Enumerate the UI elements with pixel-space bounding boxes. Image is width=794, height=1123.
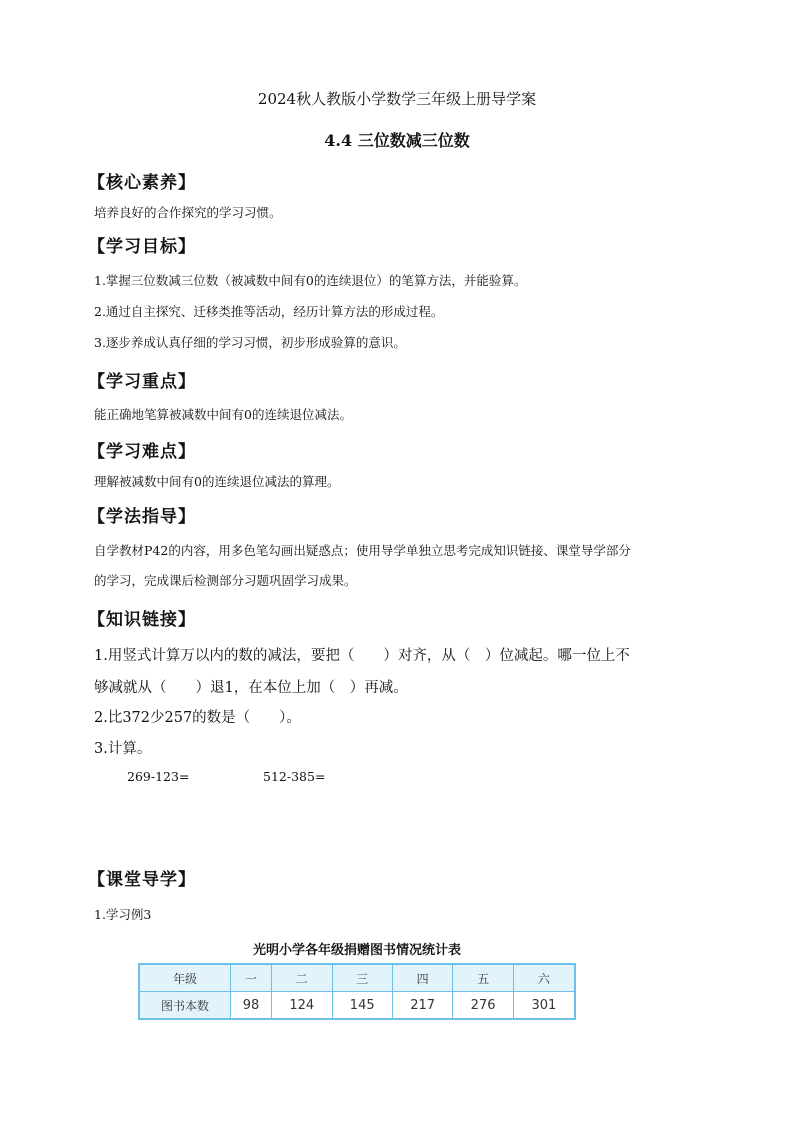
grade-cell: 一 [231, 964, 272, 992]
focus-heading: 【学习重点】 [88, 372, 196, 392]
grade-cell: 六 [513, 964, 575, 992]
method-line-2: 的学习，完成课后检测部分习题巩固学习成果。 [94, 573, 357, 588]
grade-cell: 五 [453, 964, 513, 992]
grade-cell: 二 [272, 964, 332, 992]
table-header-label: 年级 [139, 964, 231, 992]
table-row-label: 图书本数 [139, 992, 231, 1020]
focus-text: 能正确地笔算被减数中间有0的连续退位减法。 [94, 407, 352, 422]
knowledge-line-3: 2.比372少257的数是（ ）。 [94, 710, 301, 726]
grade-cell: 四 [392, 964, 452, 992]
book-count-cell: 98 [231, 992, 272, 1020]
lesson-title: 4.4 三位数减三位数 [324, 131, 470, 150]
table-caption: 光明小学各年级捐赠图书情况统计表 [252, 943, 461, 958]
knowledge-line-1: 1.用竖式计算万以内的数的减法，要把（ ）对齐，从（ ）位减起。哪一位上不 [94, 648, 630, 664]
goals-heading: 【学习目标】 [88, 237, 196, 257]
book-count-cell: 276 [453, 992, 513, 1020]
core-text: 培养良好的合作探究的学习习惯。 [94, 205, 282, 220]
book-count-cell: 124 [272, 992, 332, 1020]
method-line-1: 自学教材P42的内容，用多色笔勾画出疑惑点；使用导学单独立思考完成知识链接、课堂导学部分 [94, 543, 631, 558]
difficulty-text: 理解被减数中间有0的连续退位减法的算理。 [94, 474, 340, 489]
goal-item-2: 2.通过自主探究、迁移类推等活动，经历计算方法的形成过程。 [94, 304, 444, 319]
document-title: 2024秋人教版小学数学三年级上册导学案 [257, 90, 537, 108]
goal-item-3: 3.逐步养成认真仔细的学习习惯，初步形成验算的意识。 [94, 335, 406, 350]
table-data-row [139, 992, 575, 1020]
table-header-row [139, 964, 575, 992]
book-count-cell: 301 [513, 992, 575, 1020]
calc-expression-2: 512-385= [263, 769, 326, 784]
book-donation-table [138, 963, 576, 1020]
knowledge-line-4: 3.计算。 [94, 741, 152, 757]
calc-expression-1: 269-123= [127, 769, 190, 784]
book-count-cell: 217 [392, 992, 452, 1020]
difficulty-heading: 【学习难点】 [88, 442, 196, 462]
goal-item-1: 1.掌握三位数减三位数（被减数中间有0的连续退位）的笔算方法，并能验算。 [94, 273, 527, 288]
book-count-cell: 145 [332, 992, 392, 1020]
classroom-item: 1.学习例3 [94, 907, 152, 922]
knowledge-heading: 【知识链接】 [88, 610, 196, 630]
core-heading: 【核心素养】 [88, 173, 196, 193]
knowledge-line-2: 够减就从（ ）退1，在本位上加（ ）再减。 [94, 680, 408, 696]
classroom-heading: 【课堂导学】 [88, 870, 196, 890]
grade-cell: 三 [332, 964, 392, 992]
method-heading: 【学法指导】 [88, 507, 196, 527]
